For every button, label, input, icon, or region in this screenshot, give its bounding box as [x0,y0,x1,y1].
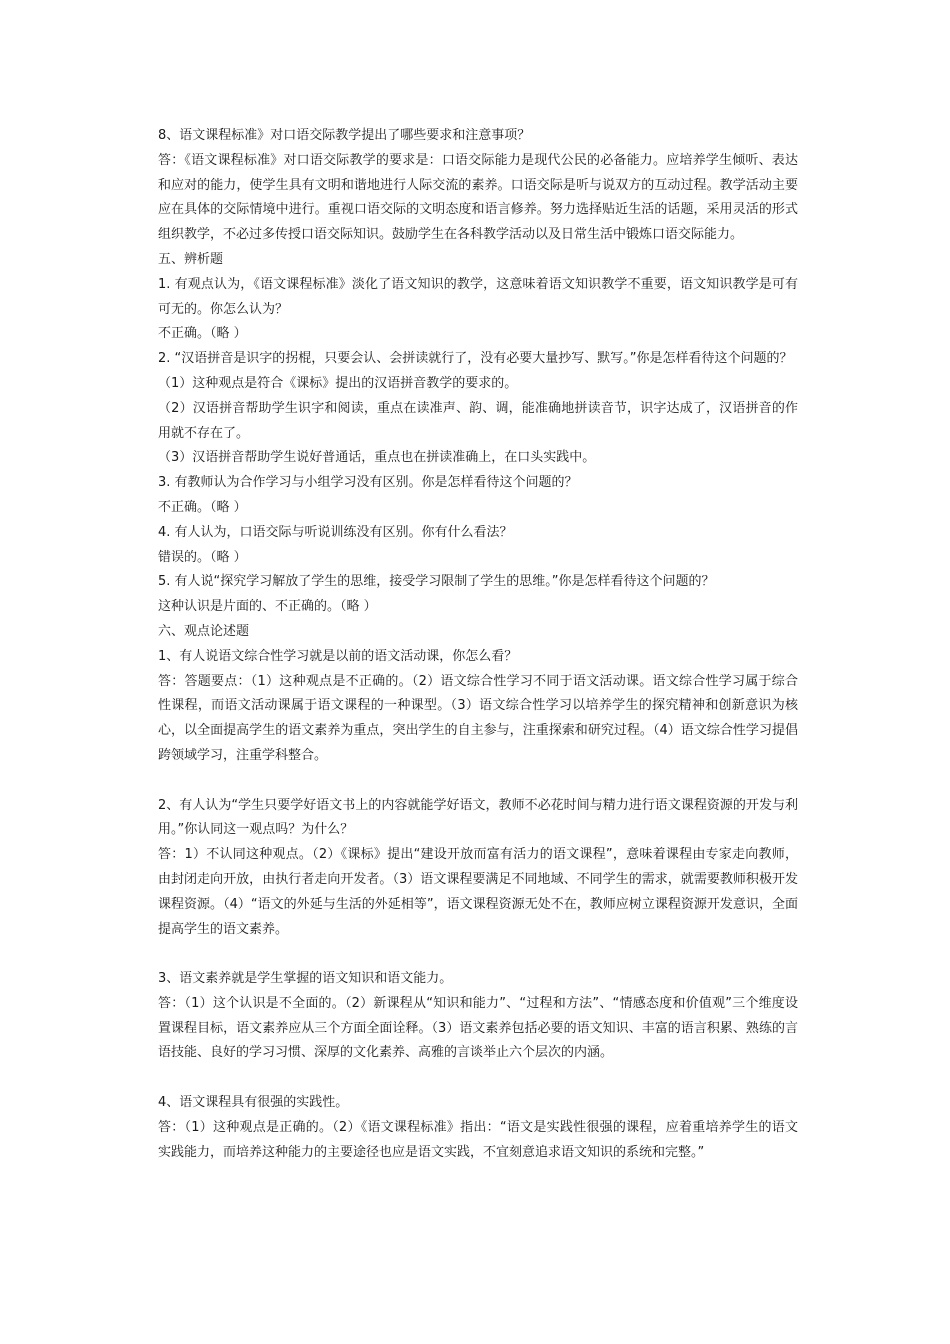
answer-8: 答：《语文课程标准》对口语交际教学的要求是：口语交际能力是现代公民的必备能力。应培养学生倾听、表达和应对的能力，使学生具有文明和谐地进行人际交流的素养。口语交际是听与说双方的互动过程。教学活动主要应在具体的交际情境中进行。重视口语交际的文明态度和语言修养。努力选择贴近生活的话题，采用灵活的形式组织教学，不必过多传授口语交际知识。鼓励学生在各科教学活动以及日常生活中锻炼口语交际能力。 [158,152,798,243]
question-6-2: 2、有人认为“学生只要学好语文书上的内容就能学好语文，教师不必花时间与精力进行语文课程资源的开发与利用。”你认同这一观点吗？为什么？ [158,797,798,838]
question-5-3: 3. 有教师认为合作学习与小组学习没有区别。你是怎样看待这个问题的？ [158,475,578,491]
section-heading-5: 五、辨析题 [158,251,224,267]
answer-5-5: 这种认识是片面的、不正确的。（略 ） [158,599,377,615]
paragraph-gap [158,769,798,794]
question-5-1: 1. 有观点认为，《语文课程标准》淡化了语文知识的教学，这意味着语文知识教学不重要，语文知识教学是可有可无的。你怎么认为？ [158,276,798,317]
question-6-1: 1、有人说语文综合性学习就是以前的语文活动课，你怎么看？ [158,648,518,664]
answer-6-3: 答：（1）这个认识是不全面的。（2）新课程从“知识和能力”、“过程和方法”、“情感态度和价值观”三个维度设置课程目标，语文素养应从三个方面全面诠释。（3）语文素养包括必要的语文知识、丰富的语言积累、熟练的言语技能、良好的学习习惯、深厚的文化素养、高雅的言谈举止六个层次的内涵。 [158,995,798,1061]
answer-5-1: 不正确。（略 ） [158,326,247,342]
answer-6-4: 答：（1）这种观点是正确的。（2）《语文课程标准》指出：“语文是实践性很强的课程，应着重培养学生的语文实践能力，而培养这种能力的主要途径也应是语文实践，不宜刻意追求语文知识的系统和完整。” [158,1119,798,1160]
answer-5-4: 错误的。（略 ） [158,549,247,565]
paragraph-gap [158,942,798,967]
question-8: 8、语文课程标准》对口语交际教学提出了哪些要求和注意事项？ [158,128,531,143]
question-6-4: 4、语文课程具有很强的实践性。 [158,1095,349,1111]
answer-5-3: 不正确。（略 ） [158,499,247,515]
document-page [158,124,798,1165]
section-heading-6: 六、观点论述题 [158,623,250,639]
answer-5-2-part-2: （2）汉语拼音帮助学生识字和阅读，重点在读准声、韵、调，能准确地拼读音节，识字达成了，汉语拼音的作用就不存在了。 [158,400,798,441]
question-6-3: 3、语文素养就是学生掌握的语文知识和语文能力。 [158,971,453,987]
question-5-2: 2. “汉语拼音是识字的拐棍，只要会认、会拼读就行了，没有必要大量抄写、默写。”你是怎样看待这个问题的？ [158,351,793,367]
answer-5-2-part-1: （1）这种观点是符合《课标》提出的汉语拼音教学的要求的。 [158,375,518,391]
answer-5-2-part-3: （3）汉语拼音帮助学生说好普通话，重点也在拼读准确上，在口头实践中。 [158,450,596,466]
answer-6-1: 答：答题要点：（1）这种观点是不正确的。（2）语文综合性学习不同于语文活动课。语文综合性学习属于综合性课程，而语文活动课属于语文课程的一种课型。（3）语文综合性学习以培养学生的探究精神和创新意识为核心，以全面提高学生的语文素养为重点，突出学生的自主参与，注重探索和研究过程。（4）语文综合性学习提倡跨领域学习，注重学科整合。 [158,673,798,763]
answer-6-2: 答：1）不认同这种观点。（2）《课标》提出“建设开放而富有活力的语文课程”，意味着课程由专家走向教师，由封闭走向开放，由执行者走向开发者。（3）语文课程要满足不同地域、不同学生的需求，就需要教师积极开发课程资源。（4）“语文的外延与生活的外延相等”，语文课程资源无处不在，教师应树立课程资源开发意识，全面提高学生的语文素养。 [158,847,798,937]
question-5-5: 5. 有人说“探究学习解放了学生的思维，接受学习限制了学生的思维。”你是怎样看待这个问题的？ [158,574,715,590]
paragraph-gap [158,1066,798,1091]
question-5-4: 4. 有人认为，口语交际与听说训练没有区别。你有什么看法？ [158,524,513,540]
